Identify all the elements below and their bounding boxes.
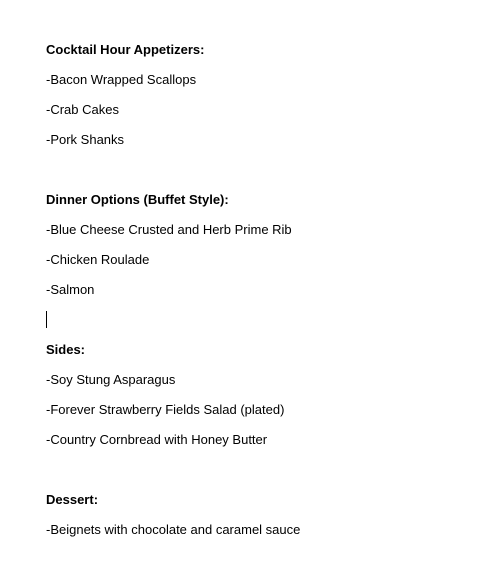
list-item: -Blue Cheese Crusted and Herb Prime Rib <box>46 222 292 237</box>
list-item: -Country Cornbread with Honey Butter <box>46 432 268 447</box>
list-item: -Pork Shanks <box>46 132 125 147</box>
list-item: -Beignets with chocolate and caramel sauce <box>46 522 301 537</box>
list-item: -Soy Stung Asparagus <box>46 372 176 387</box>
list-item: -Salmon <box>46 282 95 297</box>
list-item: -Chicken Roulade <box>46 252 150 267</box>
section-heading-dessert: Dessert: <box>46 492 99 507</box>
section-heading-sides: Sides: <box>46 342 86 357</box>
text-cursor <box>46 311 47 328</box>
list-item: -Forever Strawberry Fields Salad (plated) <box>46 402 285 417</box>
list-item: -Crab Cakes <box>46 102 119 117</box>
section-heading-dinner-options: Dinner Options (Buffet Style): <box>46 192 229 207</box>
list-item: -Bacon Wrapped Scallops <box>46 72 197 87</box>
section-heading-appetizers: Cocktail Hour Appetizers: <box>46 42 205 57</box>
